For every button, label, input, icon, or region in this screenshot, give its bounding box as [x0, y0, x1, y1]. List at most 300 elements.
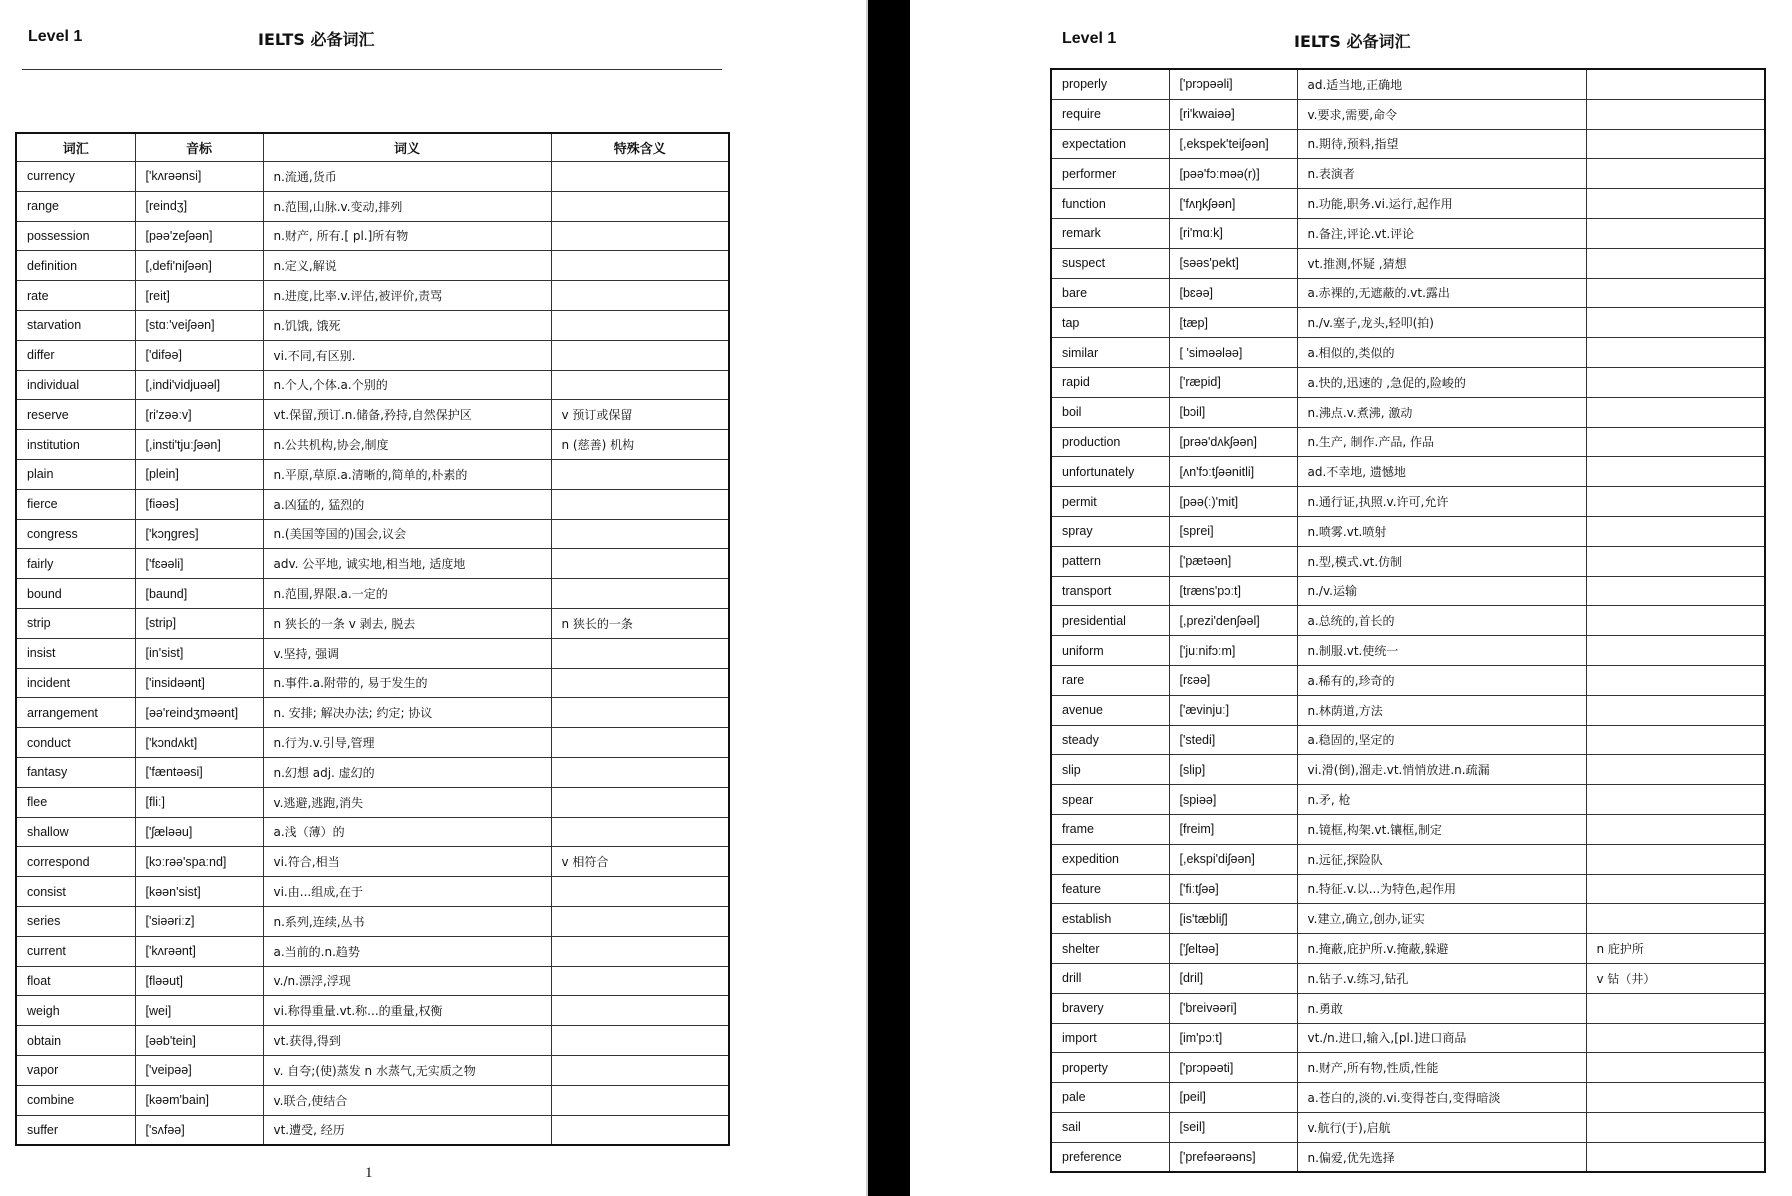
special-cell: n 狭长的一条 [551, 608, 729, 638]
table-row [1051, 487, 1765, 517]
phonetic-cell: [freim] [1169, 814, 1297, 844]
page-title: IELTS 必备词汇 [258, 30, 375, 49]
phonetic-cell: [,insti'tjuːʃəən] [135, 430, 263, 460]
phonetic-cell: [reit] [135, 281, 263, 311]
word-cell: establish [1051, 904, 1169, 934]
special-cell [551, 1026, 729, 1056]
phonetic-cell: [əəb'tein] [135, 1026, 263, 1056]
word-cell: suspect [1051, 248, 1169, 278]
phonetic-cell: [ri'zəəːv] [135, 400, 263, 430]
table-row [1051, 397, 1765, 427]
special-cell [551, 1055, 729, 1085]
special-cell [1586, 1142, 1765, 1172]
phonetic-cell: ['fæntəəsi] [135, 757, 263, 787]
phonetic-cell: [əə'reindʒməənt] [135, 698, 263, 728]
meaning-cell: n.型,模式.vt.仿制 [1297, 546, 1586, 576]
phonetic-cell: [,defi'niʃəən] [135, 251, 263, 281]
table-row [1051, 934, 1765, 964]
table-row [1051, 248, 1765, 278]
special-cell: v 预订或保留 [551, 400, 729, 430]
phonetic-cell: [pəə(ː)'mit] [1169, 487, 1297, 517]
special-cell [1586, 755, 1765, 785]
special-cell [551, 191, 729, 221]
meaning-cell: v.逃避,逃跑,消失 [263, 787, 551, 817]
special-cell [1586, 576, 1765, 606]
table-row [1051, 606, 1765, 636]
phonetic-cell: ['fʌŋkʃəən] [1169, 189, 1297, 219]
special-cell: v 钻（井） [1586, 963, 1765, 993]
table-row [16, 668, 729, 698]
page-number: 1 [365, 1165, 373, 1181]
phonetic-cell: [ri'mɑːk] [1169, 218, 1297, 248]
meaning-cell: v./n.漂浮,浮现 [263, 966, 551, 996]
phonetic-cell: ['insidəənt] [135, 668, 263, 698]
meaning-cell: n.财产,所有物,性质,性能 [1297, 1053, 1586, 1083]
table-row [16, 877, 729, 907]
special-cell [1586, 993, 1765, 1023]
meaning-cell: a.总统的,首长的 [1297, 606, 1586, 636]
special-cell [1586, 218, 1765, 248]
meaning-cell: n.偏爱,优先选择 [1297, 1142, 1586, 1172]
phonetic-cell: [baund] [135, 579, 263, 609]
word-cell: vapor [16, 1055, 135, 1085]
phonetic-cell: [pəə'fɔːməə(r)] [1169, 159, 1297, 189]
word-cell: possession [16, 221, 135, 251]
word-cell: institution [16, 430, 135, 460]
word-cell: fierce [16, 489, 135, 519]
word-cell: rare [1051, 665, 1169, 695]
meaning-cell: n.饥饿, 饿死 [263, 310, 551, 340]
meaning-cell: vt.遭受, 经历 [263, 1115, 551, 1145]
table-row [16, 728, 729, 758]
special-cell [1586, 516, 1765, 546]
phonetic-cell: ['kɔndʌkt] [135, 728, 263, 758]
meaning-cell: vt.获得,得到 [263, 1026, 551, 1056]
word-cell: expectation [1051, 129, 1169, 159]
table-row [1051, 189, 1765, 219]
meaning-cell: n.范围,界限.a.一定的 [263, 579, 551, 609]
special-cell [1586, 636, 1765, 666]
special-cell [551, 162, 729, 192]
table-row [16, 310, 729, 340]
phonetic-cell: [peil] [1169, 1083, 1297, 1113]
meaning-cell: n./v.运输 [1297, 576, 1586, 606]
meaning-cell: n.平原,草原.a.清晰的,简单的,朴素的 [263, 459, 551, 489]
phonetic-cell: ['ræpid] [1169, 367, 1297, 397]
phonetic-cell: ['ʃæləəu] [135, 817, 263, 847]
word-cell: weigh [16, 996, 135, 1026]
meaning-cell: n.范围,山脉.v.变动,排列 [263, 191, 551, 221]
special-cell [1586, 487, 1765, 517]
special-cell [1586, 427, 1765, 457]
special-cell [551, 459, 729, 489]
phonetic-cell: ['difəə] [135, 340, 263, 370]
left-page [0, 0, 868, 1196]
phonetic-cell: [sprei] [1169, 516, 1297, 546]
meaning-cell: n.流通,货币 [263, 162, 551, 192]
meaning-cell: ad.适当地,正确地 [1297, 69, 1586, 99]
special-cell: v 相符合 [551, 847, 729, 877]
meaning-cell: n.幻想 adj. 虚幻的 [263, 757, 551, 787]
meaning-cell: n.系列,连续,丛书 [263, 906, 551, 936]
table-row [1051, 576, 1765, 606]
table-row [16, 787, 729, 817]
table-row [16, 400, 729, 430]
word-cell: expedition [1051, 844, 1169, 874]
meaning-cell: adv. 公平地, 诚实地,相当地, 适度地 [263, 549, 551, 579]
table-row [1051, 308, 1765, 338]
meaning-cell: n.功能,职务.vi.运行,起作用 [1297, 189, 1586, 219]
phonetic-cell: [ʌn'fɔːtʃəənitli] [1169, 457, 1297, 487]
phonetic-cell: ['siəəriːz] [135, 906, 263, 936]
special-cell [551, 281, 729, 311]
special-cell [1586, 69, 1765, 99]
word-cell: properly [1051, 69, 1169, 99]
table-row [16, 698, 729, 728]
special-cell [551, 698, 729, 728]
special-cell [1586, 546, 1765, 576]
phonetic-cell: [pəə'zeʃəən] [135, 221, 263, 251]
special-cell [551, 996, 729, 1026]
word-cell: import [1051, 1023, 1169, 1053]
special-cell [1586, 844, 1765, 874]
meaning-cell: vi.称得重量.vt.称...的重量,权衡 [263, 996, 551, 1026]
word-cell: individual [16, 370, 135, 400]
table-row [1051, 1083, 1765, 1113]
meaning-cell: n.个人,个体.a.个别的 [263, 370, 551, 400]
phonetic-cell: [kəən'sist] [135, 877, 263, 907]
phonetic-cell: ['fiːtʃəə] [1169, 874, 1297, 904]
word-cell: pattern [1051, 546, 1169, 576]
special-cell [1586, 308, 1765, 338]
special-cell [1586, 129, 1765, 159]
special-cell [1586, 1053, 1765, 1083]
special-cell [1586, 338, 1765, 368]
meaning-cell: v.建立,确立,创办,证实 [1297, 904, 1586, 934]
table-row [1051, 129, 1765, 159]
level-label: Level 1 [28, 28, 83, 45]
special-cell [551, 877, 729, 907]
phonetic-cell: [træns'pɔːt] [1169, 576, 1297, 606]
special-cell [551, 489, 729, 519]
meaning-cell: n.掩蔽,庇护所.v.掩蔽,躲避 [1297, 934, 1586, 964]
table-row [16, 281, 729, 311]
word-cell: steady [1051, 725, 1169, 755]
meaning-cell: n.财产, 所有.[ pl.]所有物 [263, 221, 551, 251]
special-cell [551, 668, 729, 698]
meaning-cell: n.(美国等国的)国会,议会 [263, 519, 551, 549]
table-row [1051, 665, 1765, 695]
meaning-cell: n.镜框,构架.vt.镶框,制定 [1297, 814, 1586, 844]
meaning-cell: n.特征.v.以...为特色,起作用 [1297, 874, 1586, 904]
special-cell [551, 221, 729, 251]
special-cell [1586, 695, 1765, 725]
phonetic-cell: [kəəm'bain] [135, 1085, 263, 1115]
phonetic-cell: [in'sist] [135, 638, 263, 668]
phonetic-cell: [is'tæbliʃ] [1169, 904, 1297, 934]
word-cell: series [16, 906, 135, 936]
phonetic-cell: [ 'siməələə] [1169, 338, 1297, 368]
table-row [1051, 99, 1765, 129]
special-cell [551, 787, 729, 817]
phonetic-cell: [fiəəs] [135, 489, 263, 519]
phonetic-cell: [,ekspek'teiʃəən] [1169, 129, 1297, 159]
table-row [1051, 367, 1765, 397]
word-cell: congress [16, 519, 135, 549]
table-row [1051, 904, 1765, 934]
special-cell [551, 549, 729, 579]
word-cell: differ [16, 340, 135, 370]
meaning-cell: n.钻子.v.练习,钻孔 [1297, 963, 1586, 993]
table-row [16, 191, 729, 221]
page-gutter [868, 0, 910, 1196]
table-row [16, 489, 729, 519]
table-row [16, 1055, 729, 1085]
phonetic-cell: [slip] [1169, 755, 1297, 785]
special-cell [551, 370, 729, 400]
word-cell: spear [1051, 785, 1169, 815]
word-cell: float [16, 966, 135, 996]
word-cell: shelter [1051, 934, 1169, 964]
word-cell: conduct [16, 728, 135, 758]
phonetic-cell: ['veipəə] [135, 1055, 263, 1085]
word-cell: suffer [16, 1115, 135, 1145]
special-cell [551, 1085, 729, 1115]
meaning-cell: a.苍白的,淡的.vi.变得苍白,变得暗淡 [1297, 1083, 1586, 1113]
meaning-cell: a.赤裸的,无遮蔽的.vt.露出 [1297, 278, 1586, 308]
meaning-cell: n.备注,评论.vt.评论 [1297, 218, 1586, 248]
table-row [1051, 874, 1765, 904]
word-cell: tap [1051, 308, 1169, 338]
table-row [1051, 695, 1765, 725]
word-cell: strip [16, 608, 135, 638]
meaning-cell: vt.推测,怀疑 ,猜想 [1297, 248, 1586, 278]
table-row [1051, 278, 1765, 308]
phonetic-cell: [fləəut] [135, 966, 263, 996]
special-cell [551, 728, 729, 758]
table-row [16, 1026, 729, 1056]
phonetic-cell: ['prɔpəəti] [1169, 1053, 1297, 1083]
phonetic-cell: [tæp] [1169, 308, 1297, 338]
table-row [1051, 338, 1765, 368]
phonetic-cell: [dril] [1169, 963, 1297, 993]
table-row [16, 251, 729, 281]
word-cell: insist [16, 638, 135, 668]
table-row [16, 1085, 729, 1115]
word-cell: remark [1051, 218, 1169, 248]
meaning-cell: vt./n.进口,输入,[pl.]进口商品 [1297, 1023, 1586, 1053]
column-header-phonetic: 音标 [135, 133, 263, 162]
table-row [16, 608, 729, 638]
phonetic-cell: ['pætəən] [1169, 546, 1297, 576]
table-row [16, 966, 729, 996]
phonetic-cell: [strip] [135, 608, 263, 638]
meaning-cell: vi.符合,相当 [263, 847, 551, 877]
vocab-table-right [1050, 68, 1766, 1173]
meaning-cell: n.矛, 枪 [1297, 785, 1586, 815]
special-cell [1586, 189, 1765, 219]
word-cell: avenue [1051, 695, 1169, 725]
meaning-cell: n.沸点.v.煮沸, 激动 [1297, 397, 1586, 427]
meaning-cell: n.行为.v.引导,管理 [263, 728, 551, 758]
word-cell: obtain [16, 1026, 135, 1056]
table-row [16, 817, 729, 847]
special-cell [551, 579, 729, 609]
word-cell: feature [1051, 874, 1169, 904]
word-cell: consist [16, 877, 135, 907]
special-cell [1586, 665, 1765, 695]
phonetic-cell: [,indi'vidjuəəl] [135, 370, 263, 400]
special-cell [1586, 159, 1765, 189]
table-row [16, 340, 729, 370]
phonetic-cell: [spiəə] [1169, 785, 1297, 815]
meaning-cell: n.通行证,执照.v.许可,允许 [1297, 487, 1586, 517]
table-header-row [16, 133, 729, 162]
meaning-cell: n.喷雾.vt.喷射 [1297, 516, 1586, 546]
phonetic-cell: [səəs'pekt] [1169, 248, 1297, 278]
word-cell: arrangement [16, 698, 135, 728]
header-rule [22, 69, 722, 70]
word-cell: drill [1051, 963, 1169, 993]
table-row [16, 906, 729, 936]
word-cell: pale [1051, 1083, 1169, 1113]
phonetic-cell: [fliː] [135, 787, 263, 817]
phonetic-cell: [reindʒ] [135, 191, 263, 221]
word-cell: incident [16, 668, 135, 698]
word-cell: current [16, 936, 135, 966]
special-cell [1586, 725, 1765, 755]
word-cell: bare [1051, 278, 1169, 308]
table-row [16, 519, 729, 549]
column-header-special: 特殊含义 [551, 133, 729, 162]
phonetic-cell: ['juːnifɔːm] [1169, 636, 1297, 666]
special-cell [1586, 397, 1765, 427]
word-cell: transport [1051, 576, 1169, 606]
phonetic-cell: [plein] [135, 459, 263, 489]
phonetic-cell: [,prezi'denʃəəl] [1169, 606, 1297, 636]
table-row [1051, 1053, 1765, 1083]
word-cell: definition [16, 251, 135, 281]
table-row [16, 757, 729, 787]
table-row [1051, 1023, 1765, 1053]
word-cell: combine [16, 1085, 135, 1115]
table-row [1051, 546, 1765, 576]
special-cell [1586, 1083, 1765, 1113]
special-cell [1586, 278, 1765, 308]
phonetic-cell: [stɑː'veiʃəən] [135, 310, 263, 340]
word-cell: property [1051, 1053, 1169, 1083]
phonetic-cell: ['kʌrəənt] [135, 936, 263, 966]
table-row [16, 638, 729, 668]
meaning-cell: vi.不同,有区别. [263, 340, 551, 370]
special-cell [551, 966, 729, 996]
table-row [16, 459, 729, 489]
meaning-cell: n.定义,解说 [263, 251, 551, 281]
meaning-cell: n.勇敢 [1297, 993, 1586, 1023]
phonetic-cell: ['ʃeltəə] [1169, 934, 1297, 964]
phonetic-cell: [wei] [135, 996, 263, 1026]
word-cell: flee [16, 787, 135, 817]
special-cell [1586, 99, 1765, 129]
meaning-cell: a.凶猛的, 猛烈的 [263, 489, 551, 519]
table-row [1051, 844, 1765, 874]
table-row [1051, 1142, 1765, 1172]
table-row [1051, 725, 1765, 755]
table-row [1051, 69, 1765, 99]
word-cell: uniform [1051, 636, 1169, 666]
phonetic-cell: [bɛəə] [1169, 278, 1297, 308]
meaning-cell: n.制服.vt.使统一 [1297, 636, 1586, 666]
table-row [1051, 993, 1765, 1023]
table-row [1051, 963, 1765, 993]
word-cell: sail [1051, 1112, 1169, 1142]
table-row [1051, 427, 1765, 457]
table-row [16, 430, 729, 460]
table-row [1051, 785, 1765, 815]
meaning-cell: n.生产, 制作.产品, 作品 [1297, 427, 1586, 457]
table-row [1051, 1112, 1765, 1142]
column-header-word: 词汇 [16, 133, 135, 162]
meaning-cell: n 狭长的一条 v 剥去, 脱去 [263, 608, 551, 638]
phonetic-cell: [bɔil] [1169, 397, 1297, 427]
phonetic-cell: ['prefəərəəns] [1169, 1142, 1297, 1172]
table-row [16, 936, 729, 966]
special-cell [551, 757, 729, 787]
table-row [16, 847, 729, 877]
special-cell [1586, 904, 1765, 934]
word-cell: correspond [16, 847, 135, 877]
table-row [16, 370, 729, 400]
phonetic-cell: [kɔːrəə'spaːnd] [135, 847, 263, 877]
meaning-cell: a.快的,迅速的 ,急促的,险峻的 [1297, 367, 1586, 397]
word-cell: similar [1051, 338, 1169, 368]
meaning-cell: v.坚持, 强调 [263, 638, 551, 668]
table-row [1051, 159, 1765, 189]
meaning-cell: vi.滑(倒),溜走.vt.悄悄放进.n.疏漏 [1297, 755, 1586, 785]
special-cell [1586, 1023, 1765, 1053]
phonetic-cell: [prəə'dʌkʃəən] [1169, 427, 1297, 457]
word-cell: spray [1051, 516, 1169, 546]
meaning-cell: v.航行(于),启航 [1297, 1112, 1586, 1142]
meaning-cell: a.稀有的,珍奇的 [1297, 665, 1586, 695]
table-row [16, 549, 729, 579]
word-cell: unfortunately [1051, 457, 1169, 487]
word-cell: performer [1051, 159, 1169, 189]
word-cell: bound [16, 579, 135, 609]
special-cell [1586, 874, 1765, 904]
phonetic-cell: ['sʌfəə] [135, 1115, 263, 1145]
special-cell [1586, 814, 1765, 844]
table-row [1051, 755, 1765, 785]
special-cell [551, 310, 729, 340]
table-row [1051, 457, 1765, 487]
special-cell [551, 936, 729, 966]
meaning-cell: n.表演者 [1297, 159, 1586, 189]
word-cell: bravery [1051, 993, 1169, 1023]
table-row [1051, 218, 1765, 248]
phonetic-cell: ['kʌrəənsi] [135, 162, 263, 192]
meaning-cell: n.远征,探险队 [1297, 844, 1586, 874]
special-cell [551, 906, 729, 936]
meaning-cell: a.稳固的,坚定的 [1297, 725, 1586, 755]
special-cell [1586, 606, 1765, 636]
meaning-cell: ad.不幸地, 遗憾地 [1297, 457, 1586, 487]
special-cell [551, 519, 729, 549]
level-label: Level 1 [1062, 30, 1117, 47]
special-cell [551, 817, 729, 847]
phonetic-cell: ['stedi] [1169, 725, 1297, 755]
special-cell [1586, 1112, 1765, 1142]
